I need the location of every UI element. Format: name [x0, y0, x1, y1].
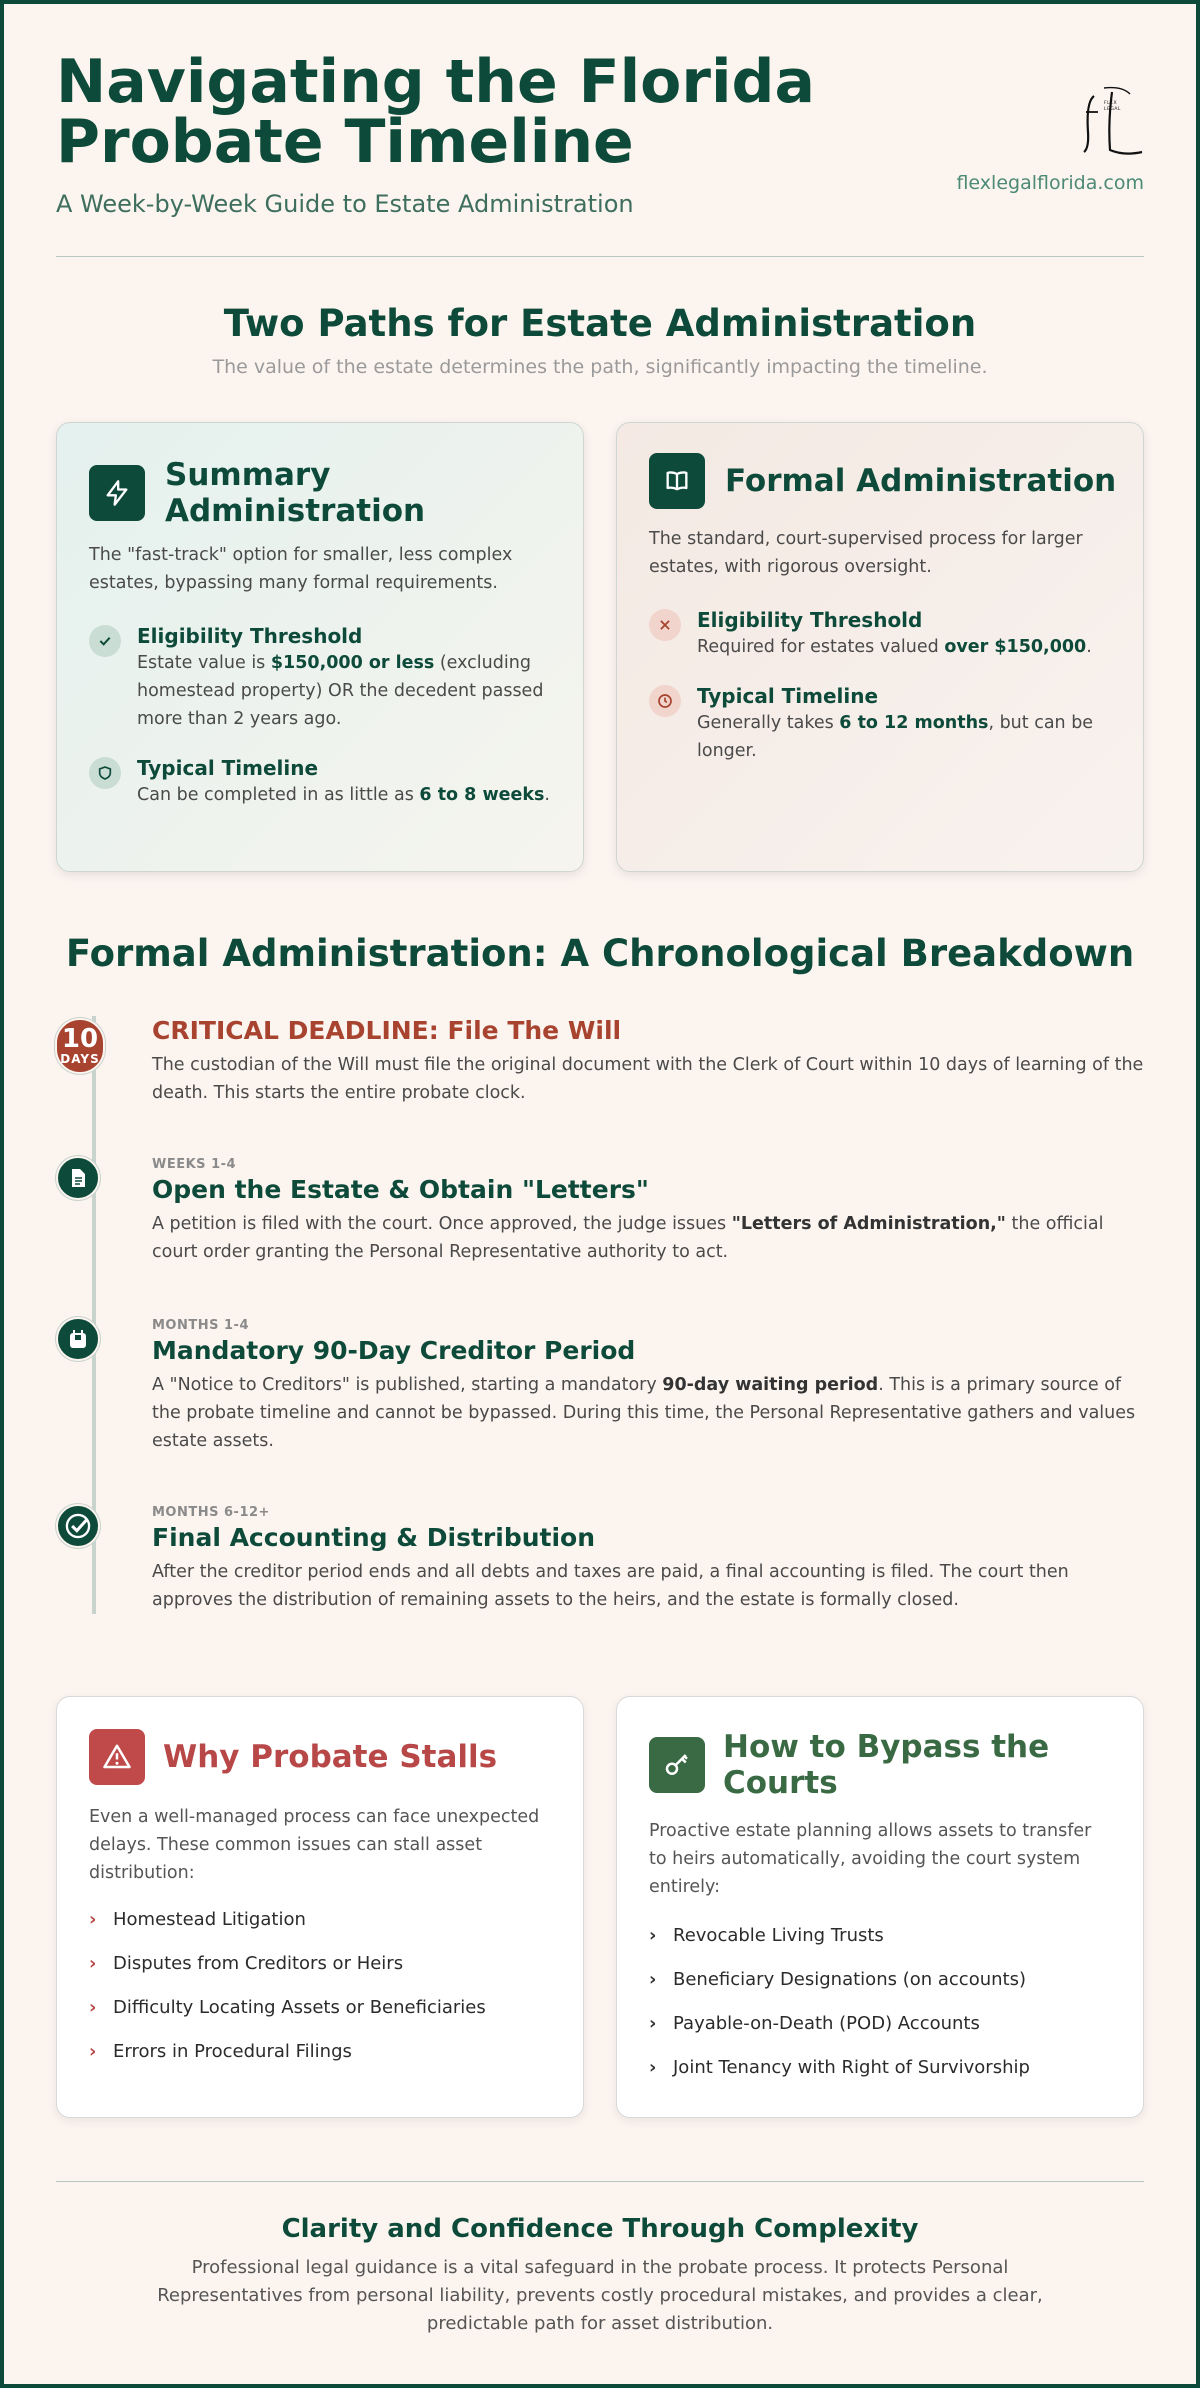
timeline-feature	[89, 755, 553, 809]
chevron-right-icon: ›	[649, 2012, 657, 2034]
card-description: The standard, court-supervised process for larger estates, with rigorous oversight.	[649, 529, 1083, 577]
eligibility-feature	[89, 623, 553, 733]
card-description: Proactive estate planning allows assets to transfer to heirs automatically, avoiding the court system entirely:	[649, 1821, 1092, 1897]
step-period: WEEKS 1-4	[152, 1157, 237, 1172]
card-title: Formal Administration	[725, 463, 1117, 499]
feature-title: Eligibility Threshold	[137, 624, 363, 648]
website-link[interactable]: flexlegalflorida.com	[956, 172, 1144, 194]
notice-icon	[56, 1317, 100, 1361]
step-period: MONTHS 1-4	[152, 1318, 249, 1333]
list-item: › Errors in Procedural Filings	[89, 2040, 352, 2062]
feature-text: Estate value is $150,000 or less (excluding homestead property) OR the decedent passed more than 2 years ago.	[137, 653, 544, 729]
card-description: The "fast-track" option for smaller, less complex estates, bypassing many formal requirements.	[89, 545, 513, 593]
step-title: Mandatory 90-Day Creditor Period	[152, 1336, 636, 1365]
step-title: Open the Estate & Obtain "Letters"	[152, 1175, 649, 1204]
warning-icon	[89, 1729, 145, 1785]
card-description: Even a well-managed process can face unexpected delays. These common issues can stall asset distribution:	[89, 1807, 540, 1883]
page-title: Navigating the Florida Probate Timeline	[56, 47, 815, 177]
timeline-title: Formal Administration: A Chronological Breakdown	[65, 932, 1135, 975]
clock-icon	[649, 685, 681, 717]
svg-text:FLEX: FLEX	[1104, 101, 1118, 106]
timeline-step-deadline	[152, 1015, 1144, 1107]
summary-administration-card	[56, 422, 584, 872]
list-item: › Revocable Living Trusts	[649, 1924, 884, 1946]
x-icon	[649, 609, 681, 641]
deadline-badge	[55, 1018, 105, 1074]
card-header	[89, 1729, 563, 1785]
card-title: How to Bypass the Courts	[723, 1729, 1050, 1801]
list-item: › Difficulty Locating Assets or Beneficiaries	[89, 1996, 486, 2018]
step-text: A "Notice to Creditors" is published, starting a mandatory 90-day waiting period. This is a primary source of the probate timeline and cannot be bypassed. During this time, the Personal Representative gathers and values estate assets.	[152, 1375, 1136, 1451]
key-icon	[649, 1737, 705, 1793]
bypass-courts-card	[616, 1696, 1144, 2118]
step-title: Final Accounting & Distribution	[152, 1523, 596, 1552]
page-subtitle: A Week-by-Week Guide to Estate Administration	[56, 190, 634, 218]
chevron-right-icon: ›	[649, 1968, 657, 1990]
chevron-right-icon: ›	[89, 1996, 97, 2018]
why-probate-stalls-card	[56, 1696, 584, 2118]
feature-title: Eligibility Threshold	[697, 608, 923, 632]
shield-icon	[89, 757, 121, 789]
list-item: › Disputes from Creditors or Heirs	[89, 1952, 404, 1974]
bypass-list	[649, 1913, 1123, 2089]
eligibility-feature	[649, 607, 1113, 661]
check-circle-icon	[56, 1504, 100, 1548]
card-header	[649, 1729, 1123, 1801]
divider	[56, 256, 1144, 257]
lightning-icon	[89, 465, 145, 521]
check-icon	[89, 625, 121, 657]
step-text: After the creditor period ends and all debts and taxes are paid, a final accounting is filed. The court then approves the distribution of remaining assets to the heirs, and the estate is formally closed.	[152, 1562, 1069, 1610]
chevron-right-icon: ›	[89, 2040, 97, 2062]
divider	[56, 2181, 1144, 2182]
chevron-right-icon: ›	[649, 1924, 657, 1946]
step-title: CRITICAL DEADLINE: File The Will	[152, 1016, 622, 1045]
list-item: › Payable-on-Death (POD) Accounts	[649, 2012, 980, 2034]
formal-administration-card	[616, 422, 1144, 872]
footer-text: Professional legal guidance is a vital safeguard in the probate process. It protects Personal Representatives from personal liability, prevents costly procedural mistakes, and provides a clear, predictable path for asset distribution.	[157, 2257, 1043, 2334]
timeline-step-final-accounting	[152, 1504, 1144, 1614]
list-item: › Beneficiary Designations (on accounts)	[649, 1968, 1026, 1990]
stalls-list	[89, 1897, 563, 2073]
card-title: Summary Administration	[165, 457, 426, 529]
step-text: The custodian of the Will must file the original document with the Clerk of Court within 10 days of learning of the death. This starts the entire probate clock.	[152, 1055, 1144, 1103]
list-item: › Homestead Litigation	[89, 1908, 306, 1930]
step-period: MONTHS 6-12+	[152, 1505, 270, 1520]
paths-subtitle: The value of the estate determines the path, significantly impacting the timeline.	[212, 356, 988, 378]
feature-title: Typical Timeline	[697, 684, 879, 708]
chevron-right-icon: ›	[89, 1952, 97, 1974]
timeline-step-open-estate	[152, 1156, 1144, 1266]
chevron-right-icon: ›	[89, 1908, 97, 1930]
paths-title: Two Paths for Estate Administration	[223, 302, 977, 345]
days-label: DAYS	[60, 1052, 100, 1066]
book-icon	[649, 453, 705, 509]
timeline-step-creditor-period	[152, 1317, 1144, 1455]
feature-title: Typical Timeline	[137, 756, 319, 780]
feature-text: Required for estates valued over $150,000.	[697, 637, 1092, 657]
document-icon	[56, 1156, 100, 1200]
footer-title: Clarity and Confidence Through Complexity	[281, 2214, 919, 2244]
feature-text: Can be completed in as little as 6 to 8 weeks.	[137, 785, 550, 805]
card-title: Why Probate Stalls	[163, 1739, 498, 1775]
days-number: 10	[61, 1024, 99, 1054]
step-text: A petition is filed with the court. Once approved, the judge issues "Letters of Administration," the official court order granting the Personal Representative authority to act.	[152, 1214, 1104, 1262]
list-item: › Joint Tenancy with Right of Survivorship	[649, 2056, 1030, 2078]
card-header	[89, 457, 563, 529]
timeline-feature	[649, 683, 1113, 765]
card-header	[649, 453, 1123, 509]
svg-text:LEGAL: LEGAL	[1104, 107, 1121, 112]
chevron-right-icon: ›	[649, 2056, 657, 2078]
flex-legal-logo	[1064, 82, 1144, 160]
feature-text: Generally takes 6 to 12 months, but can be longer.	[697, 713, 1094, 761]
